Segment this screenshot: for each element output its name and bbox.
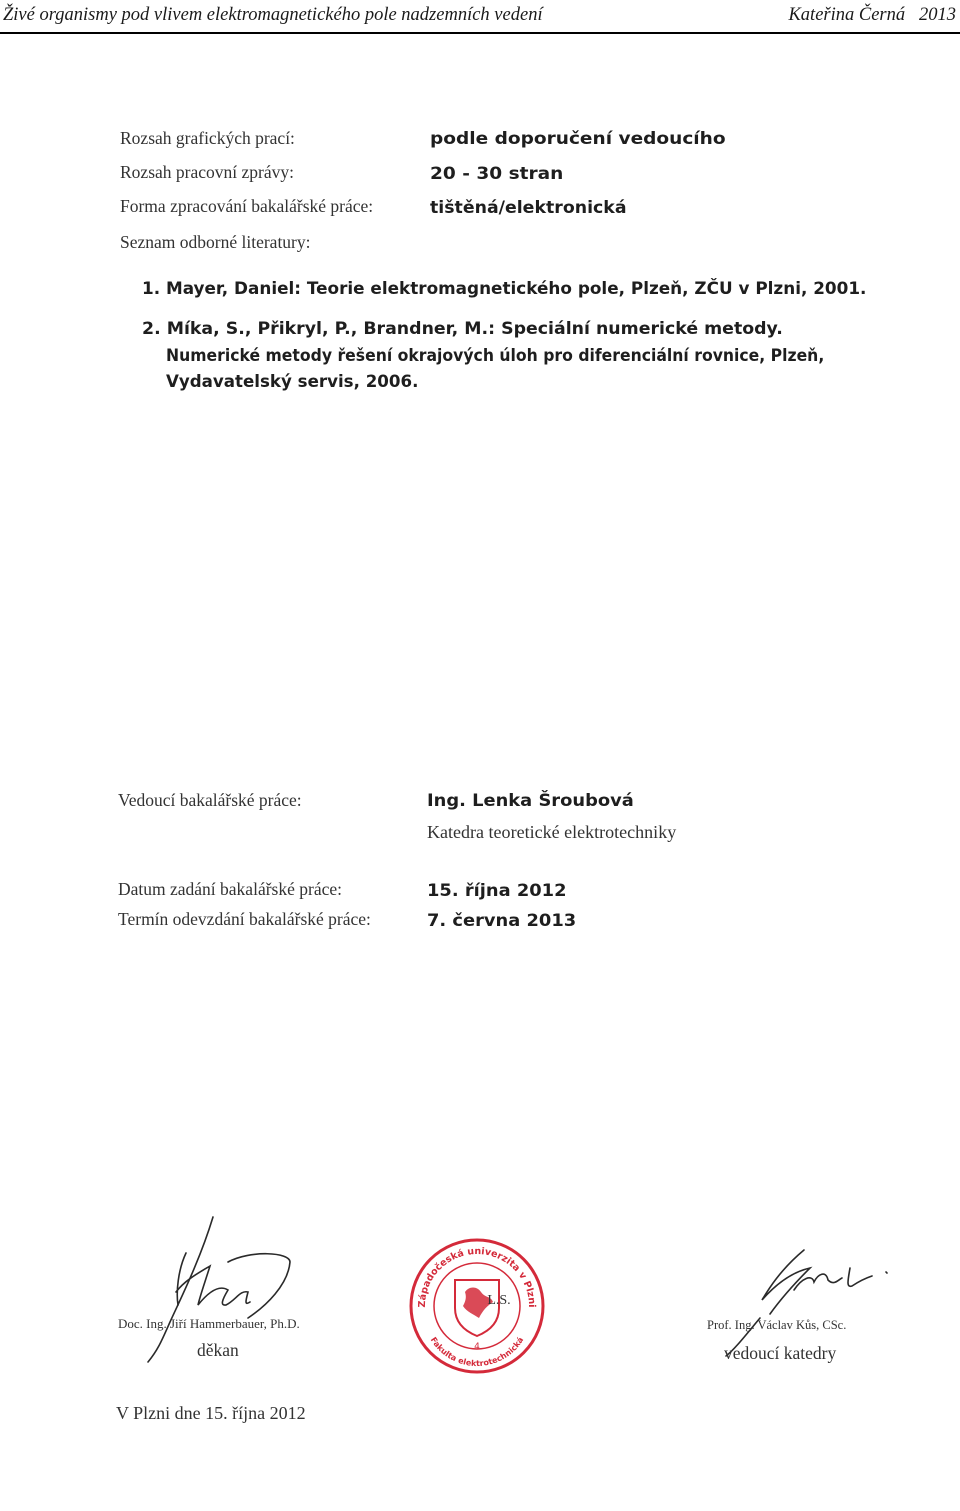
stamp-ls: L.S. bbox=[487, 1293, 511, 1308]
supervisor-label: Vedoucí bakalářské práce: bbox=[118, 790, 302, 810]
supervisor-department: Katedra teoretické elektrotechniky bbox=[427, 822, 677, 842]
submission-date-value: 7. června 2013 bbox=[427, 911, 577, 931]
place-date: V Plzni dne 15. října 2012 bbox=[116, 1403, 306, 1423]
report-scope-label: Rozsah pracovní zprávy: bbox=[120, 162, 294, 182]
head-name: Prof. Ing. Václav Kůs, CSc. bbox=[707, 1318, 847, 1332]
document-title: Živé organismy pod vlivem elektromagnetického pole nadzemních vedení bbox=[3, 5, 543, 25]
graphics-scope-label: Rozsah grafických prací: bbox=[120, 128, 295, 148]
literature-label: Seznam odborné literatury: bbox=[120, 232, 311, 252]
form-value: tištěná/elektronická bbox=[430, 198, 627, 218]
stamp-number: 4 bbox=[474, 1342, 480, 1352]
dean-role: děkan bbox=[197, 1340, 239, 1360]
submission-date-label: Termín odevzdání bakalářské práce: bbox=[118, 909, 371, 929]
svg-text:Fakulta elektrotechnická: Fakulta elektrotechnická bbox=[428, 1335, 526, 1369]
head-role: vedoucí katedry bbox=[724, 1343, 837, 1363]
reference-2-line-2: Numerické metody řešení okrajových úloh pro diferenciální rovnice, Plzeň, bbox=[166, 346, 825, 366]
header-rule bbox=[0, 32, 960, 34]
dean-name: Doc. Ing. Jiří Hammerbauer, Ph.D. bbox=[118, 1316, 300, 1331]
author-year bbox=[788, 5, 956, 26]
assignment-date-label: Datum zadání bakalářské práce: bbox=[118, 879, 342, 899]
reference-1: 1. Mayer, Daniel: Teorie elektromagnetického pole, Plzeň, ZČU v Plzni, 2001. bbox=[142, 279, 867, 299]
assignment-date-value: 15. října 2012 bbox=[427, 881, 567, 901]
author-name: Kateřina Černá bbox=[788, 5, 906, 25]
year: 2013 bbox=[919, 5, 956, 25]
reference-2-line-1: 2. Míka, S., Přikryl, P., Brandner, M.: Speciální numerické metody. bbox=[142, 319, 783, 339]
reference-2-line-3: Vydavatelský servis, 2006. bbox=[166, 372, 419, 392]
official-stamp bbox=[407, 1236, 547, 1376]
graphics-scope-value: podle doporučení vedoucího bbox=[430, 129, 726, 149]
form-label: Forma zpracování bakalářské práce: bbox=[120, 196, 374, 216]
supervisor-name: Ing. Lenka Šroubová bbox=[427, 791, 634, 811]
svg-text:Západočeská univerzita v Plzni: Západočeská univerzita v Plzni bbox=[416, 1245, 538, 1308]
report-scope-value: 20 - 30 stran bbox=[430, 164, 564, 184]
page-header bbox=[0, 0, 960, 34]
